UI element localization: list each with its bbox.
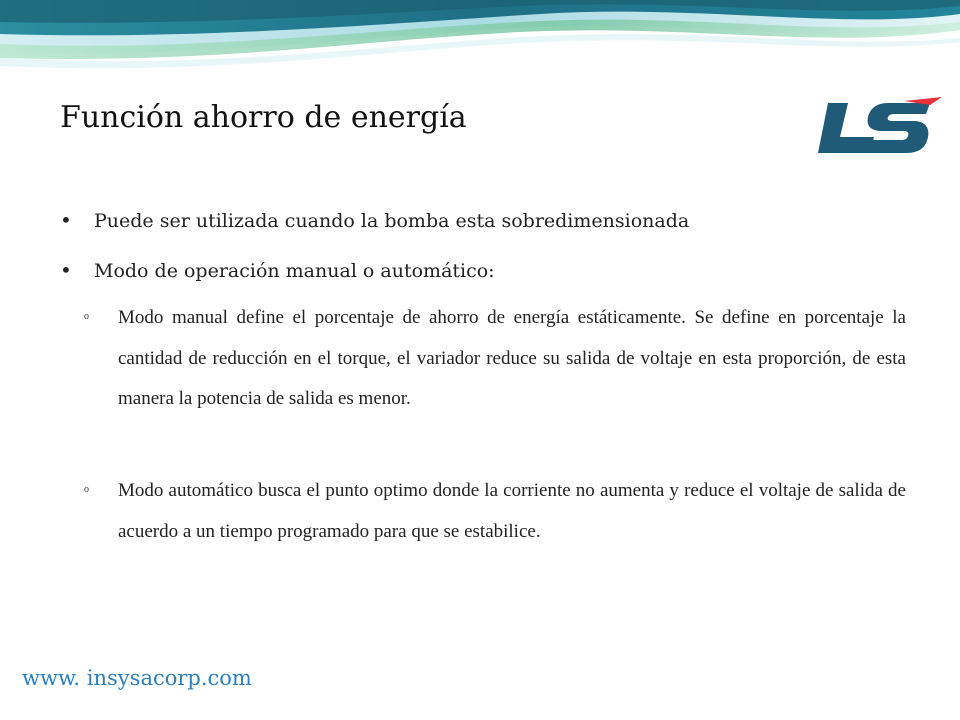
sub-bullet-marker: o bbox=[84, 484, 89, 495]
bullet-dot: • bbox=[60, 208, 72, 232]
bullet-dot: • bbox=[60, 258, 72, 282]
decorative-wave-banner bbox=[0, 0, 960, 80]
sub-bullet-item bbox=[84, 298, 906, 420]
website-link[interactable]: www. insysacorp.com bbox=[22, 666, 252, 690]
sub-bullet-item bbox=[84, 471, 906, 552]
slide-title: Función ahorro de energía bbox=[60, 100, 467, 135]
bullet-text: Puede ser utilizada cuando la bomba esta sobredimensionada bbox=[94, 210, 690, 232]
sub-bullet-marker: o bbox=[84, 311, 89, 322]
ls-logo bbox=[818, 95, 944, 157]
bullet-text: Modo de operación manual o automático: bbox=[94, 260, 495, 282]
sub-bullet-text: Modo manual define el porcentaje de ahorro de energía estáticamente. Se define en porcentaje la cantidad de reducción en el torque, el variador reduce su salida de voltaje en esta proporción, de esta manera la potencia de salida es menor. bbox=[118, 307, 906, 409]
sub-bullet-text: Modo automático busca el punto optimo donde la corriente no aumenta y reduce el voltaje de salida de acuerdo a un tiempo programado para que se estabilice. bbox=[118, 480, 906, 542]
